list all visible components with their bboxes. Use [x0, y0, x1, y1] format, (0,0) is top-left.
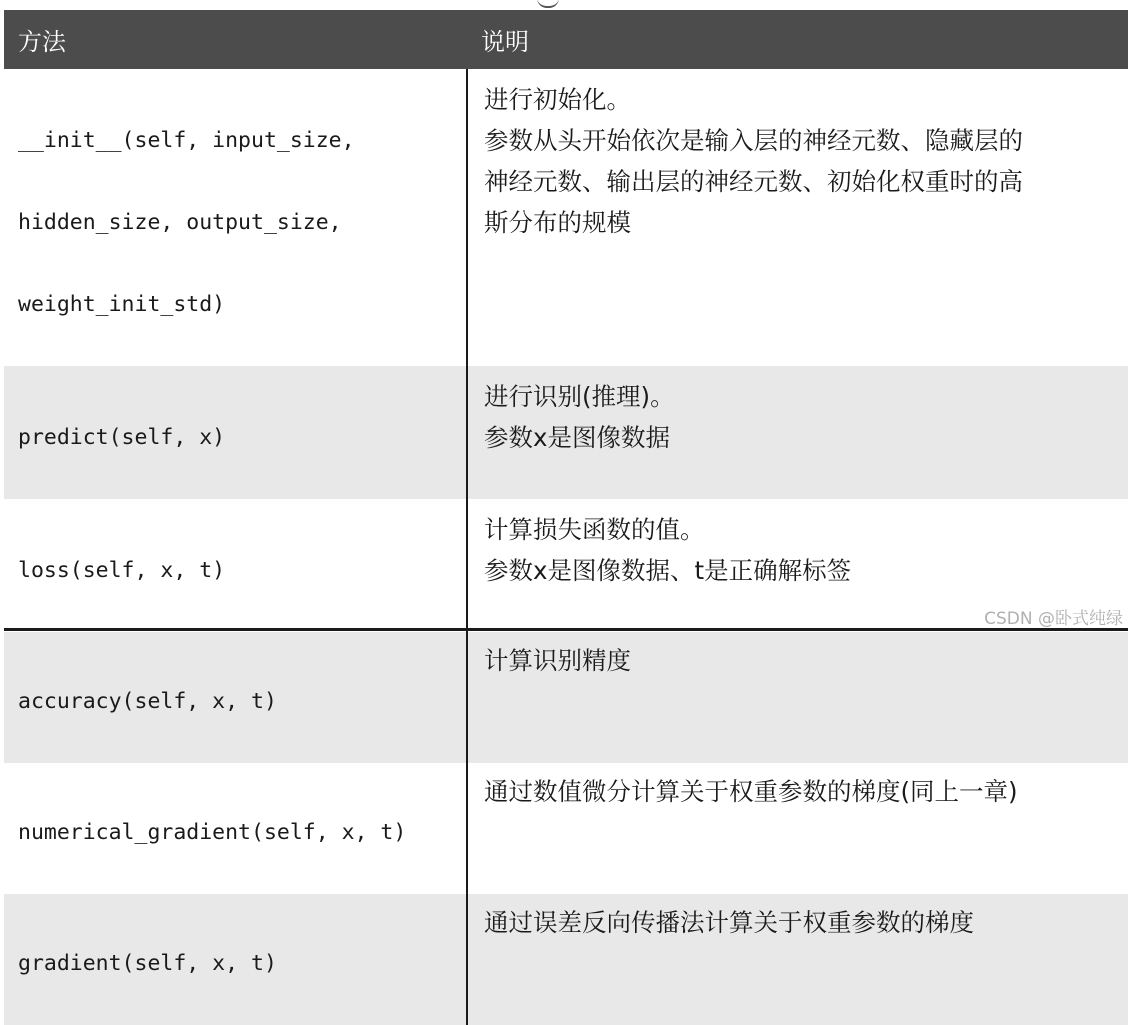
table-row-init [4, 69, 1128, 366]
method-cell [4, 69, 467, 366]
watermark: CSDN @卧式纯绿 [984, 609, 1123, 629]
description-line: 参数x是图像数据 [484, 423, 670, 452]
header-method: 方法 [4, 10, 467, 69]
method-cell [4, 763, 467, 894]
table-header-row [4, 10, 1128, 69]
description-line: 参数从头开始依次是输入层的神经元数、隐藏层的 [484, 126, 1023, 155]
table-row-predict [4, 366, 1128, 499]
methods-table [4, 10, 1128, 1025]
method-line: __init__(self, input_size, [18, 128, 355, 153]
method-line: gradient(self, x, t) [18, 951, 277, 976]
method-line: numerical_gradient(self, x, t) [18, 820, 407, 845]
description-cell [467, 632, 1128, 763]
method-cell [4, 366, 467, 499]
table-row-numerical-gradient [4, 763, 1128, 894]
description-line: 神经元数、输出层的神经元数、初始化权重时的高 [484, 167, 1023, 196]
description-line: 进行初始化。 [484, 85, 631, 114]
method-cell [4, 499, 467, 632]
table-row-loss [4, 499, 1128, 632]
method-cell [4, 632, 467, 763]
table-bottom-rule [4, 628, 1128, 631]
method-line: predict(self, x) [18, 425, 226, 450]
method-line: weight_init_std) [18, 292, 226, 317]
description-line: 斯分布的规模 [484, 208, 631, 237]
method-cell [4, 894, 467, 1025]
header-description: 说明 [467, 10, 1128, 69]
description-cell [467, 69, 1128, 366]
description-line: 计算识别精度 [484, 646, 631, 675]
table-row-gradient [4, 894, 1128, 1025]
description-line: 参数x是图像数据、t是正确解标签 [484, 556, 852, 585]
description-cell [467, 894, 1128, 1025]
description-cell [467, 763, 1128, 894]
description-line: 通过数值微分计算关于权重参数的梯度(同上一章) [484, 777, 1018, 806]
description-cell [467, 366, 1128, 499]
description-line: 通过误差反向传播法计算关于权重参数的梯度 [484, 908, 974, 937]
description-line: 进行识别(推理)。 [484, 382, 675, 411]
table-row-accuracy [4, 632, 1128, 763]
method-line: accuracy(self, x, t) [18, 689, 277, 714]
description-line: 计算损失函数的值。 [484, 515, 705, 544]
top-margin [0, 0, 1129, 10]
method-line: loss(self, x, t) [18, 558, 226, 583]
method-line: hidden_size, output_size, [18, 210, 342, 235]
